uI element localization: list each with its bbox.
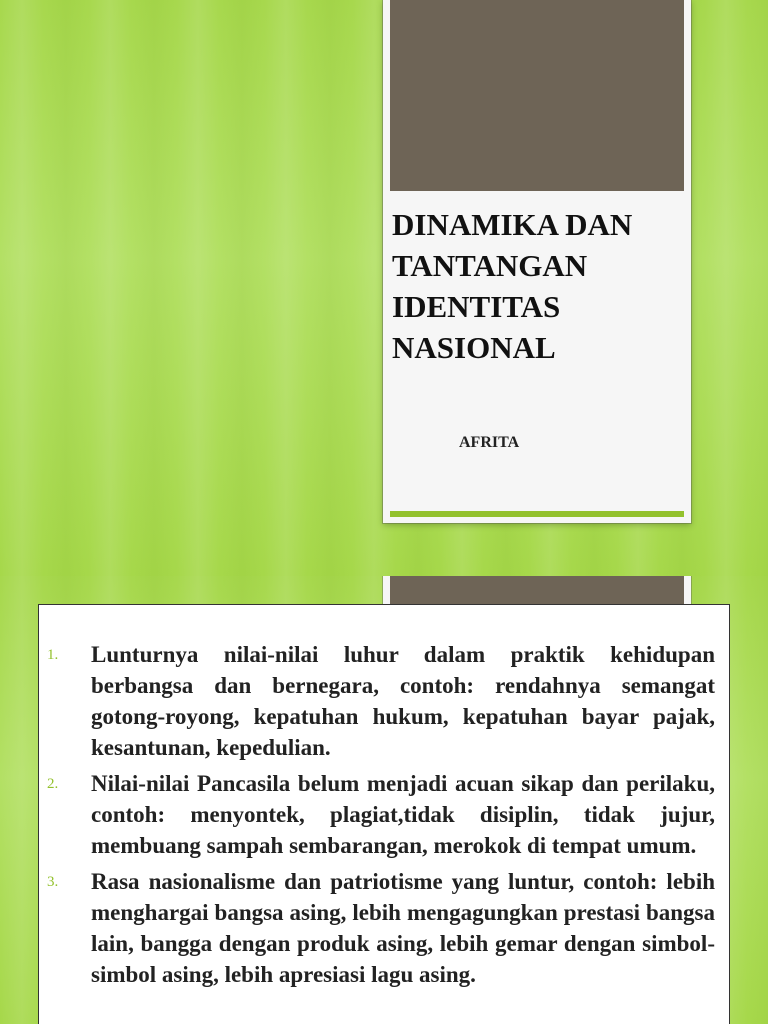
list-number: 1. bbox=[47, 647, 59, 663]
list-item-text: Lunturnya nilai-nilai luhur dalam praktik kehidupan berbangsa dan bernegara, contoh: rendahnya semangat gotong-royong, kepatuhan hukum, kepatuhan bayar pajak, kesantunan, kepedulian. bbox=[91, 642, 715, 760]
list-item bbox=[47, 639, 715, 763]
title-card-header-block bbox=[390, 0, 684, 191]
title-line: DINAMIKA DAN bbox=[392, 207, 633, 242]
list-item bbox=[47, 866, 715, 990]
list-number: 3. bbox=[47, 874, 59, 890]
title-line: IDENTITAS bbox=[392, 289, 561, 324]
title-card bbox=[383, 0, 691, 523]
accent-bar bbox=[390, 511, 684, 517]
slide-title bbox=[392, 204, 684, 368]
title-line: TANTANGAN bbox=[392, 248, 588, 283]
content-slide bbox=[0, 576, 768, 1024]
list-item bbox=[47, 768, 715, 861]
challenge-list bbox=[39, 605, 729, 990]
content-box bbox=[38, 604, 730, 1024]
list-item-text: Nilai-nilai Pancasila belum menjadi acuan sikap dan perilaku, contoh: menyontek, plagiat,tidak disiplin, tidak jujur, membuang sampah sembarangan, merokok di tempat umum. bbox=[91, 771, 715, 858]
list-item-text: Rasa nasionalisme dan patriotisme yang luntur, contoh: lebih menghargai bangsa asing, lebih mengagungkan prestasi bangsa lain, bangga dengan produk asing, lebih gemar dengan simbol-simbol asing, lebih apresiasi lagu asing. bbox=[91, 869, 715, 987]
title-line: NASIONAL bbox=[392, 330, 556, 365]
author-name: AFRITA bbox=[459, 434, 520, 451]
list-number: 2. bbox=[47, 776, 59, 792]
